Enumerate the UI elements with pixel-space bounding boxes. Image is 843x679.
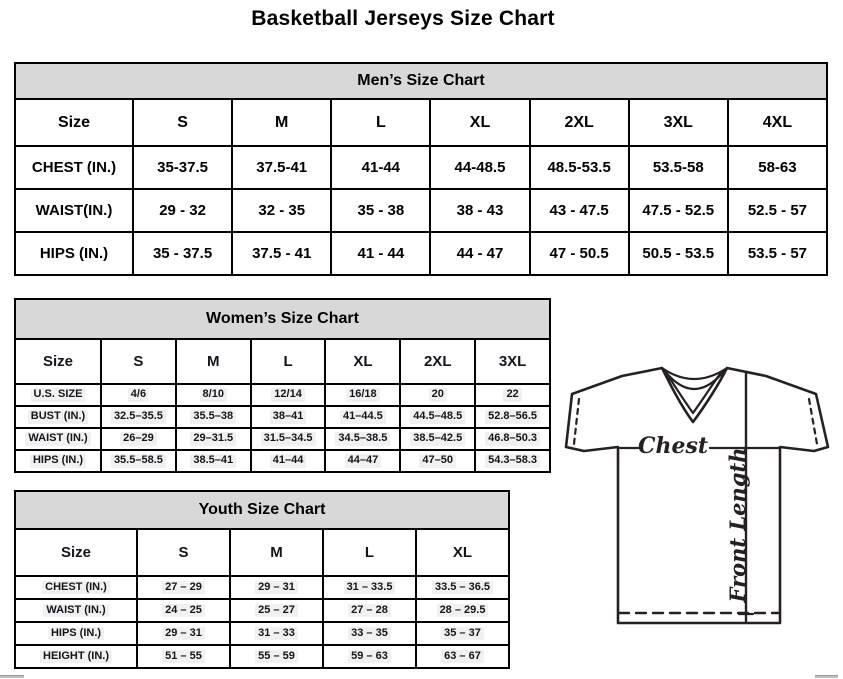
size-cell: 48.5-53.5: [530, 146, 629, 189]
size-cell: 47–50: [400, 450, 475, 472]
size-cell: 58-63: [728, 146, 827, 189]
size-cell: 59 – 63: [323, 645, 416, 668]
bottom-left-page-fragment: [0, 675, 24, 678]
size-cell: 47 - 50.5: [530, 232, 629, 275]
size-cell: 44 - 47: [430, 232, 529, 275]
table-row: [15, 599, 509, 622]
size-cell: 38.5–42.5: [400, 428, 475, 450]
size-cell: 35.5–58.5: [101, 450, 176, 472]
jersey-measurement-diagram: [560, 360, 836, 632]
column-header: S: [133, 99, 232, 146]
size-cell: 32.5–35.5: [101, 406, 176, 428]
size-cell: 27 – 28: [323, 599, 416, 622]
table-row: [15, 232, 827, 275]
column-header: 3XL: [629, 99, 728, 146]
womens-size-table: [14, 338, 551, 473]
size-cell: 41 - 44: [331, 232, 430, 275]
size-cell: 52.5 - 57: [728, 189, 827, 232]
row-label: HEIGHT (IN.): [15, 645, 137, 668]
size-cell: 54.3–58.3: [475, 450, 550, 472]
column-header: M: [230, 529, 323, 576]
table-row: [15, 406, 550, 428]
youth-header-row: [15, 529, 509, 576]
size-cell: 53.5 - 57: [728, 232, 827, 275]
column-header: M: [176, 339, 251, 384]
column-header: Size: [15, 99, 133, 146]
size-cell: 8/10: [176, 384, 251, 406]
row-label: CHEST (IN.): [15, 576, 137, 599]
column-header: Size: [15, 529, 137, 576]
size-cell: 44-48.5: [430, 146, 529, 189]
size-cell: 32 - 35: [232, 189, 331, 232]
row-label: WAIST (IN.): [15, 599, 137, 622]
size-cell: 50.5 - 53.5: [629, 232, 728, 275]
size-cell: 12/14: [251, 384, 326, 406]
table-row: [15, 428, 550, 450]
size-cell: 29–31.5: [176, 428, 251, 450]
size-cell: 33 – 35: [323, 622, 416, 645]
youth-size-chart-title: Youth Size Chart: [14, 490, 510, 530]
size-cell: 28 – 29.5: [416, 599, 509, 622]
column-header: L: [251, 339, 326, 384]
size-cell: 38 - 43: [430, 189, 529, 232]
column-header: L: [331, 99, 430, 146]
size-cell: 44.5–48.5: [400, 406, 475, 428]
size-cell: 63 – 67: [416, 645, 509, 668]
right-cuff-dashed-line: [809, 399, 817, 444]
column-header: L: [323, 529, 416, 576]
size-cell: 47.5 - 52.5: [629, 189, 728, 232]
jersey-illustration: [560, 360, 836, 632]
womens-size-chart-section: [14, 298, 551, 473]
size-cell: 29 - 32: [133, 189, 232, 232]
size-cell: 29 – 31: [137, 622, 230, 645]
column-header: 3XL: [475, 339, 550, 384]
size-cell: 41–44.5: [325, 406, 400, 428]
column-header: XL: [325, 339, 400, 384]
column-header: S: [101, 339, 176, 384]
table-row: [15, 645, 509, 668]
table-row: [15, 622, 509, 645]
size-cell: 37.5 - 41: [232, 232, 331, 275]
size-cell: 35-37.5: [133, 146, 232, 189]
table-row: [15, 189, 827, 232]
table-row: [15, 146, 827, 189]
size-cell: 35 - 37.5: [133, 232, 232, 275]
left-cuff-dashed-line: [574, 399, 579, 444]
table-row: [15, 384, 550, 406]
womens-size-chart-title: Women’s Size Chart: [14, 298, 551, 340]
size-cell: 35 - 38: [331, 189, 430, 232]
size-cell: 35 – 37: [416, 622, 509, 645]
column-header: M: [232, 99, 331, 146]
youth-size-table: [14, 528, 510, 669]
page-title: Basketball Jerseys Size Chart: [251, 7, 555, 30]
size-cell: 25 – 27: [230, 599, 323, 622]
size-cell: 55 – 59: [230, 645, 323, 668]
size-cell: 38.5–41: [176, 450, 251, 472]
size-cell: 37.5-41: [232, 146, 331, 189]
size-cell: 38–41: [251, 406, 326, 428]
size-cell: 43 - 47.5: [530, 189, 629, 232]
size-cell: 29 – 31: [230, 576, 323, 599]
size-cell: 35.5–38: [176, 406, 251, 428]
row-label: BUST (IN.): [15, 406, 101, 428]
mens-size-chart-section: [14, 62, 828, 276]
column-header: XL: [416, 529, 509, 576]
mens-size-table: [14, 98, 828, 276]
bottom-right-page-fragment: [815, 675, 838, 678]
row-label: HIPS (IN.): [15, 622, 137, 645]
chest-measure-label: Chest: [637, 433, 709, 459]
size-cell: 41-44: [331, 146, 430, 189]
table-row: [15, 576, 509, 599]
size-cell: 16/18: [325, 384, 400, 406]
size-cell: 33.5 – 36.5: [416, 576, 509, 599]
size-cell: 27 – 29: [137, 576, 230, 599]
size-cell: 4/6: [101, 384, 176, 406]
youth-size-chart-section: [14, 490, 510, 669]
size-cell: 41–44: [251, 450, 326, 472]
front-length-measure-label: Front Length: [725, 447, 750, 603]
size-cell: 31.5–34.5: [251, 428, 326, 450]
size-cell: 46.8–50.3: [475, 428, 550, 450]
size-cell: 53.5-58: [629, 146, 728, 189]
row-label: HIPS (IN.): [15, 450, 101, 472]
column-header: 4XL: [728, 99, 827, 146]
size-cell: 51 – 55: [137, 645, 230, 668]
size-cell: 31 – 33: [230, 622, 323, 645]
size-cell: 24 – 25: [137, 599, 230, 622]
size-cell: 22: [475, 384, 550, 406]
column-header: XL: [430, 99, 529, 146]
row-label: HIPS (IN.): [15, 232, 133, 275]
size-cell: 31 – 33.5: [323, 576, 416, 599]
size-cell: 52.8–56.5: [475, 406, 550, 428]
size-cell: 26–29: [101, 428, 176, 450]
size-cell: 20: [400, 384, 475, 406]
column-header: 2XL: [530, 99, 629, 146]
row-label: CHEST (IN.): [15, 146, 133, 189]
womens-header-row: [15, 339, 550, 384]
size-cell: 44–47: [325, 450, 400, 472]
row-label: WAIST(IN.): [15, 189, 133, 232]
size-cell: 34.5–38.5: [325, 428, 400, 450]
mens-header-row: [15, 99, 827, 146]
column-header: S: [137, 529, 230, 576]
mens-size-chart-title: Men’s Size Chart: [14, 62, 828, 100]
column-header: Size: [15, 339, 101, 384]
row-label: U.S. SIZE: [15, 384, 101, 406]
table-row: [15, 450, 550, 472]
row-label: WAIST (IN.): [15, 428, 101, 450]
column-header: 2XL: [400, 339, 475, 384]
